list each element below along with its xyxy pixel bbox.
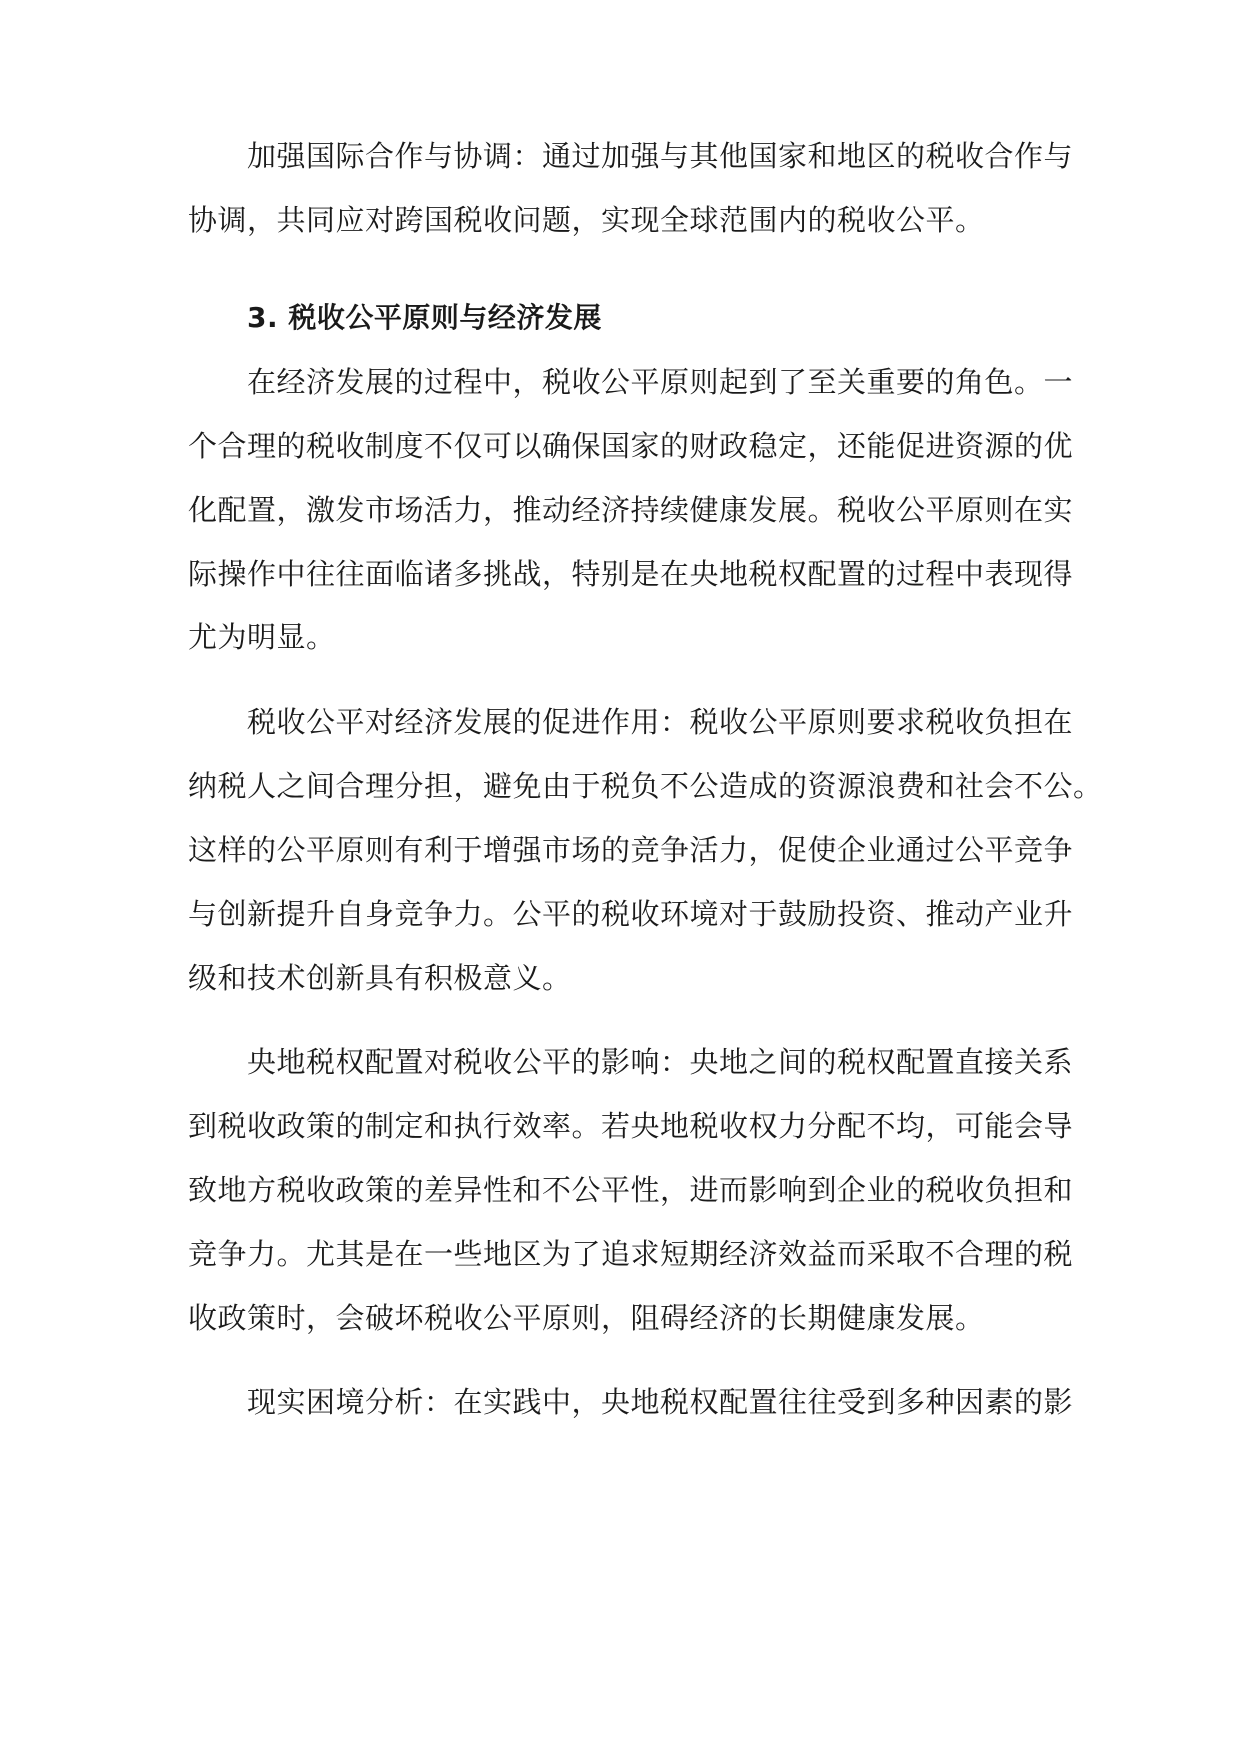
paragraph-line: 加强国际合作与协调：通过加强与其他国家和地区的税收合作与	[247, 139, 1074, 173]
paragraph-line: 际操作中往往面临诸多挑战，特别是在央地税权配置的过程中表现得	[188, 557, 1074, 591]
paragraph-line: 央地税权配置对税收公平的影响：央地之间的税权配置直接关系	[247, 1045, 1074, 1079]
paragraph-line: 税收公平对经济发展的促进作用：税收公平原则要求税收负担在	[247, 705, 1074, 739]
paragraph-line: 到税收政策的制定和执行效率。若央地税收权力分配不均，可能会导	[188, 1109, 1074, 1143]
paragraph-line: 个合理的税收制度不仅可以确保国家的财政稳定，还能促进资源的优	[188, 429, 1074, 463]
paragraph-line: 在经济发展的过程中，税收公平原则起到了至关重要的角色。一	[247, 365, 1074, 399]
paragraph-line: 协调，共同应对跨国税收问题，实现全球范围内的税收公平。	[188, 203, 985, 237]
paragraph-line: 纳税人之间合理分担，避免由于税负不公造成的资源浪费和社会不公。	[188, 769, 1103, 803]
section-heading: 3. 税收公平原则与经济发展	[247, 301, 602, 334]
paragraph-line: 尤为明显。	[188, 620, 336, 654]
paragraph-line: 化配置，激发市场活力，推动经济持续健康发展。税收公平原则在实	[188, 493, 1074, 527]
paragraph-line: 级和技术创新具有积极意义。	[188, 961, 572, 995]
paragraph-line: 这样的公平原则有利于增强市场的竞争活力，促使企业通过公平竞争	[188, 833, 1074, 867]
paragraph-line: 致地方税收政策的差异性和不公平性，进而影响到企业的税收负担和	[188, 1173, 1074, 1207]
paragraph-line: 与创新提升自身竞争力。公平的税收环境对于鼓励投资、推动产业升	[188, 897, 1074, 931]
paragraph-line: 现实困境分析：在实践中，央地税权配置往往受到多种因素的影	[247, 1385, 1074, 1419]
paragraph-line: 收政策时，会破坏税收公平原则，阻碍经济的长期健康发展。	[188, 1301, 985, 1335]
paragraph-line: 竞争力。尤其是在一些地区为了追求短期经济效益而采取不合理的税	[188, 1237, 1074, 1271]
